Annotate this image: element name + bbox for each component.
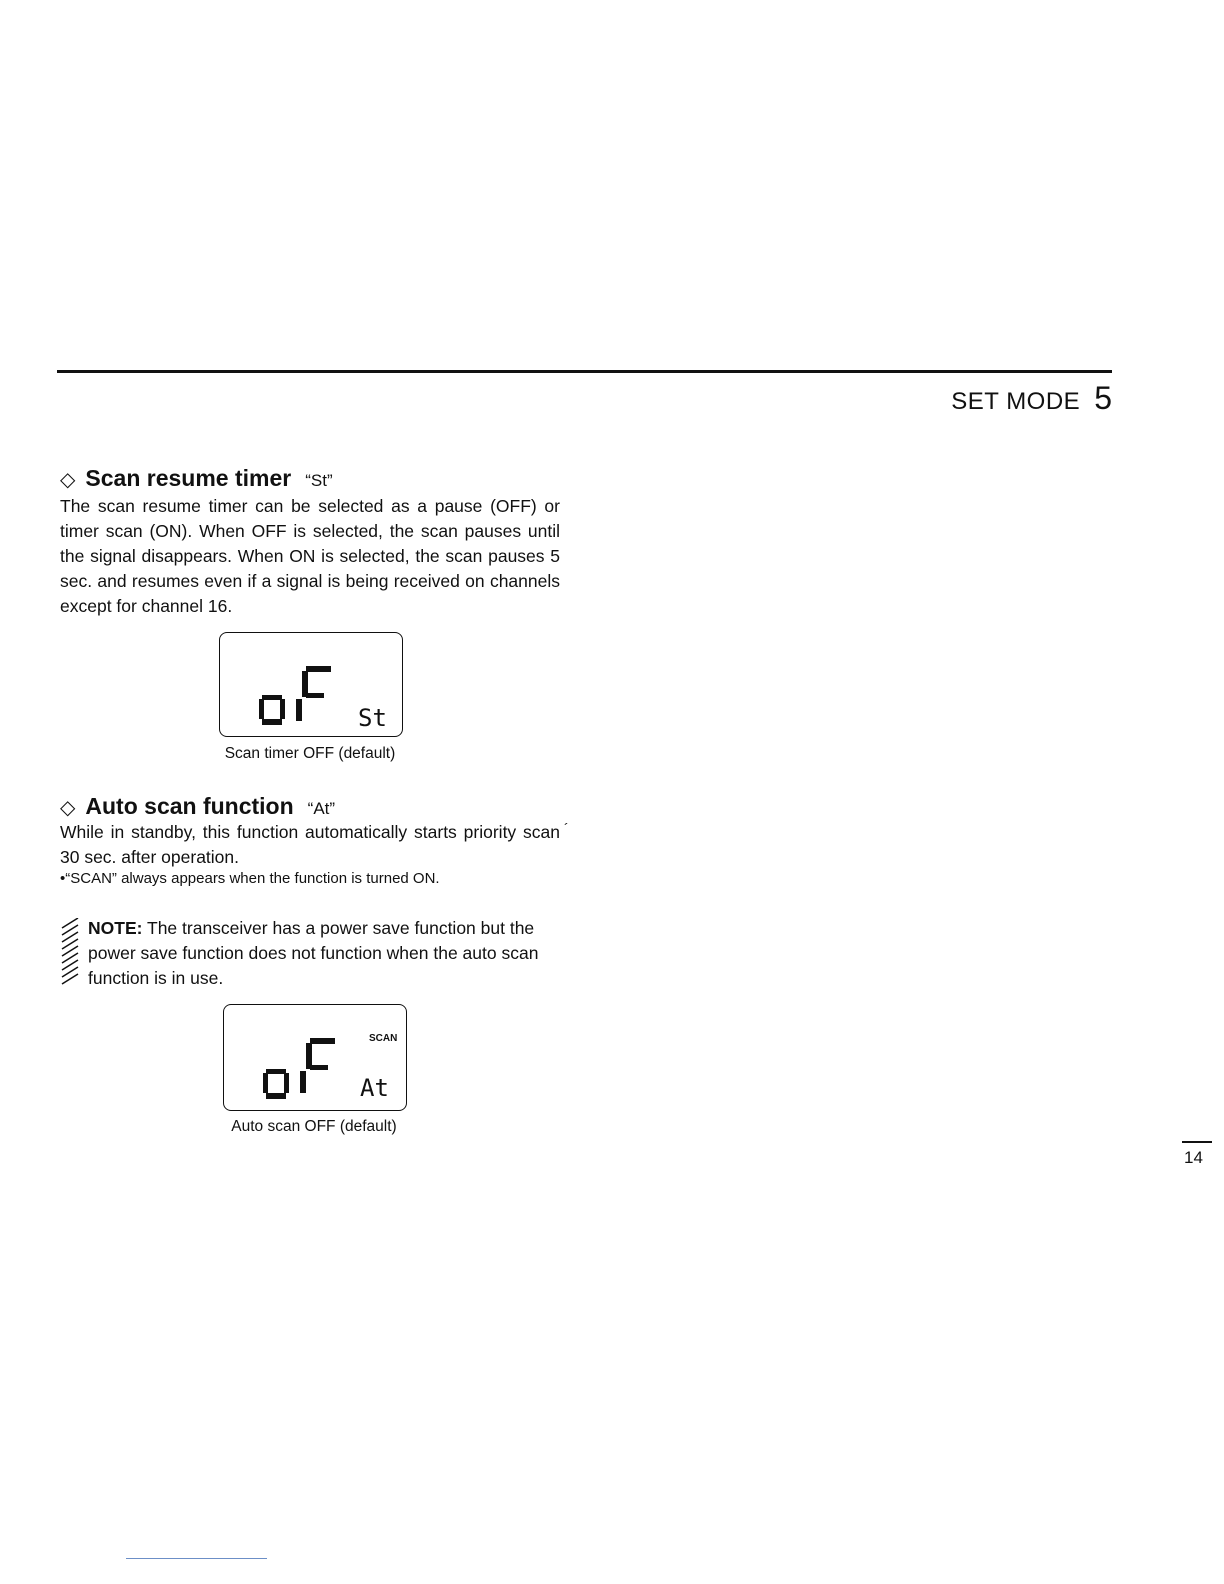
diamond-icon: ◇ xyxy=(60,469,76,491)
note-hatch-icon xyxy=(60,918,80,988)
scan-resume-heading xyxy=(60,465,333,492)
auto-scan-caption: Auto scan OFF (default) xyxy=(231,1118,397,1135)
scan-resume-lcd xyxy=(219,632,403,737)
section-number: 5 xyxy=(1094,380,1112,416)
page-number-rule xyxy=(1182,1141,1212,1143)
lcd-segment-display xyxy=(220,633,402,736)
section-header xyxy=(951,380,1112,417)
note-text: The transceiver has a power save function but the power save function does not function when the auto scan function is in use. xyxy=(88,918,539,988)
scan-resume-body: The scan resume timer can be selected as a pause (OFF) or timer scan (ON). When OFF is selected, the scan pauses until the signal disappears. When ON is selected, the scan pauses 5 sec. and resumes even if a signal is being received on channels except for channel 16. xyxy=(60,496,560,616)
section-label: SET MODE xyxy=(951,388,1081,415)
scan-indicator: SCAN xyxy=(369,1033,398,1044)
bottom-line xyxy=(126,1558,267,1559)
note-block xyxy=(88,916,563,991)
note-label: NOTE: xyxy=(88,918,143,938)
scan-resume-code: “St” xyxy=(305,471,333,490)
header-rule xyxy=(57,370,1112,373)
auto-scan-title: Auto scan function xyxy=(85,793,294,819)
auto-scan-code: “At” xyxy=(307,799,336,818)
auto-scan-bullet: •“SCAN” always appears when the function is turned ON. xyxy=(60,870,440,887)
auto-scan-heading xyxy=(60,793,335,820)
stray-mark: ´ xyxy=(564,820,569,836)
lcd-segment-display xyxy=(224,1005,406,1110)
auto-scan-body: While in standby, this function automatically starts priority scan 30 sec. after operation. xyxy=(60,822,560,867)
scan-resume-title: Scan resume timer xyxy=(85,465,292,491)
scan-resume-caption: Scan timer OFF (default) xyxy=(224,745,396,762)
lcd-sub-text: St xyxy=(358,704,387,732)
lcd-sub-text: At xyxy=(360,1074,389,1102)
page-number: 14 xyxy=(1184,1148,1203,1167)
diamond-icon: ◇ xyxy=(60,797,76,819)
auto-scan-lcd xyxy=(223,1004,407,1111)
